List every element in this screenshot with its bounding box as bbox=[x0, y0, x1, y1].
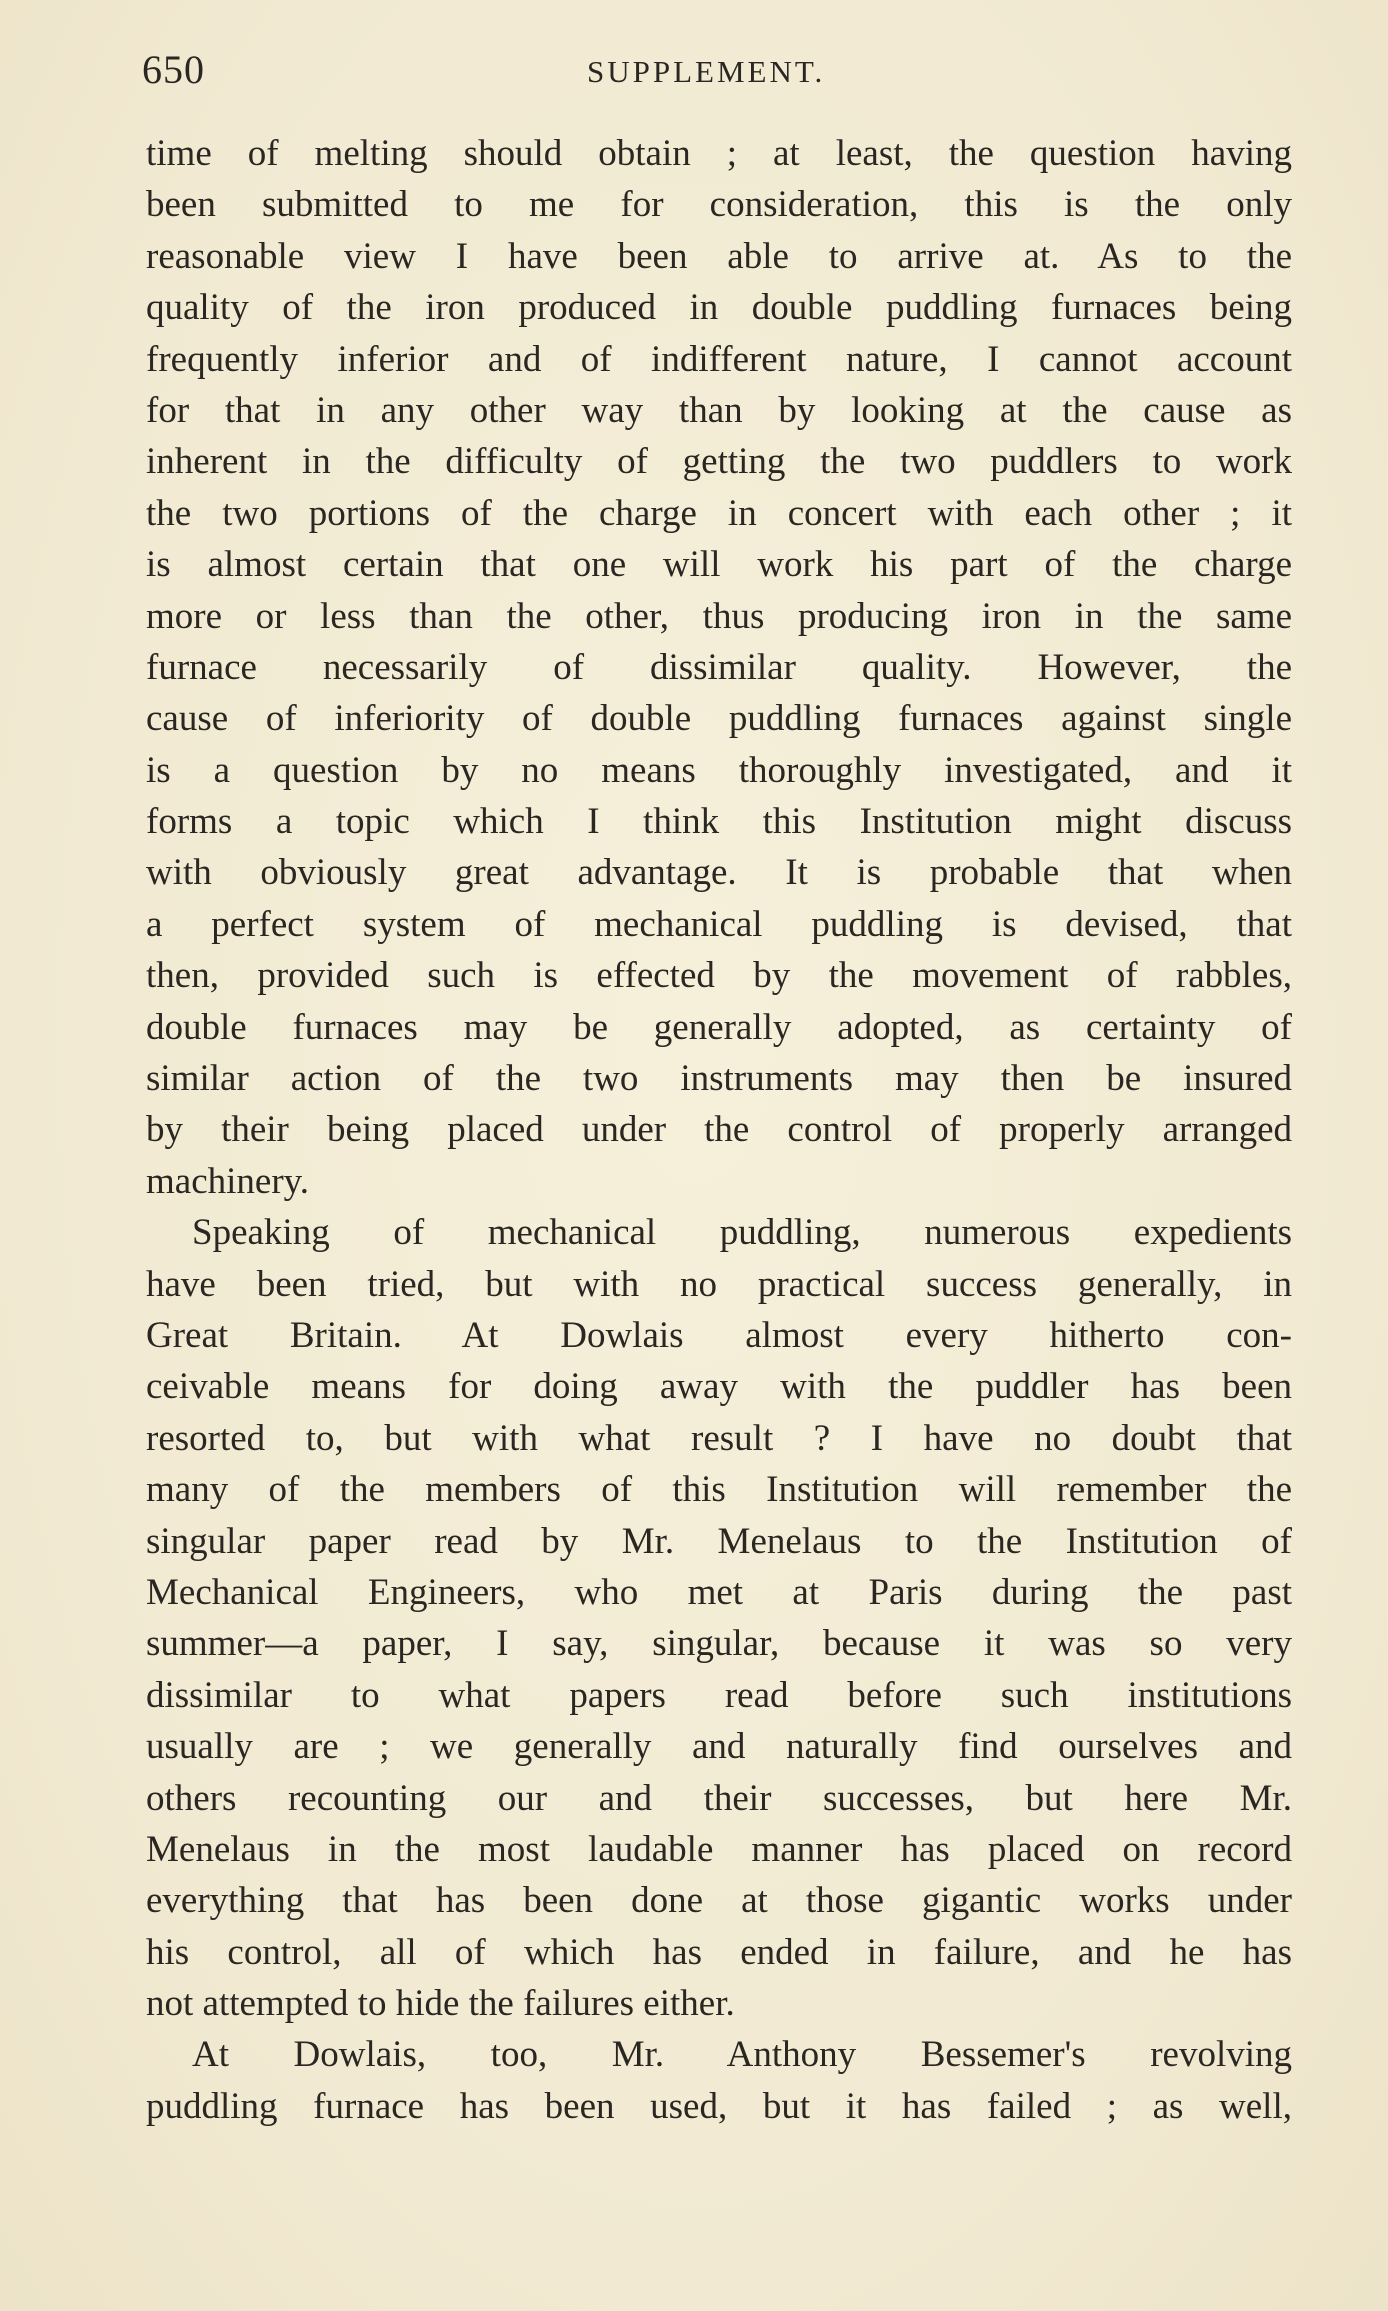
text-line: Mechanical Engineers, who met at Paris during the past bbox=[146, 1571, 1292, 1613]
text-line: double furnaces may be generally adopted, as certainty of bbox=[146, 1006, 1292, 1048]
text-line: the two portions of the charge in concert with each other ; it bbox=[146, 492, 1292, 534]
text-line: not attempted to hide the failures either. bbox=[146, 1983, 735, 2025]
text-line: summer—a paper, I say, singular, because it was so very bbox=[146, 1623, 1292, 1665]
text-line: have been tried, but with no practical success generally, in bbox=[146, 1263, 1292, 1305]
text-line: for that in any other way than by looking at the cause as bbox=[146, 389, 1292, 431]
text-line: more or less than the other, thus producing iron in the same bbox=[146, 595, 1292, 637]
text-line: similar action of the two instruments may then be insured bbox=[146, 1058, 1292, 1100]
running-title: SUPPLEMENT. bbox=[587, 54, 826, 89]
text-line: reasonable view I have been able to arrive at. As to the bbox=[146, 235, 1292, 277]
text-line: forms a topic which I think this Institution might discuss bbox=[146, 801, 1292, 843]
text-line: cause of inferiority of double puddling furnaces against single bbox=[146, 698, 1292, 740]
text-line: frequently inferior and of indifferent nature, I cannot account bbox=[146, 338, 1292, 380]
text-line: dissimilar to what papers read before such institutions bbox=[146, 1674, 1292, 1716]
text-line: with obviously great advantage. It is probable that when bbox=[146, 852, 1292, 894]
text-line: is almost certain that one will work his part of the charge bbox=[146, 544, 1292, 586]
text-line: then, provided such is effected by the movement of rabbles, bbox=[146, 955, 1292, 997]
text-line: puddling furnace has been used, but it has failed ; as well, bbox=[146, 2085, 1292, 2127]
text-line: is a question by no means thoroughly investigated, and it bbox=[146, 749, 1292, 791]
text-line: by their being placed under the control of properly arranged bbox=[146, 1109, 1292, 1151]
text-line: Speaking of mechanical puddling, numerous expedients bbox=[192, 1212, 1292, 1254]
text-line: his control, all of which has ended in failure, and he has bbox=[146, 1931, 1292, 1973]
text-line: furnace necessarily of dissimilar quality. However, the bbox=[146, 646, 1292, 688]
text-line: Menelaus in the most laudable manner has placed on record bbox=[146, 1828, 1292, 1870]
text-line: resorted to, but with what result ? I have no doubt that bbox=[146, 1417, 1292, 1459]
text-line: machinery. bbox=[146, 1160, 309, 1202]
text-line: everything that has been done at those gigantic works under bbox=[146, 1880, 1292, 1922]
text-line: time of melting should obtain ; at least, the question having bbox=[146, 133, 1292, 174]
page-number: 650 bbox=[142, 47, 205, 92]
text-line: usually are ; we generally and naturally find ourselves and bbox=[146, 1726, 1292, 1768]
text-line: At Dowlais, too, Mr. Anthony Bessemer's revolving bbox=[192, 2034, 1292, 2076]
text-line: Great Britain. At Dowlais almost every hitherto con- bbox=[146, 1314, 1292, 1356]
text-line: been submitted to me for consideration, this is the only bbox=[146, 184, 1292, 226]
text-line: inherent in the difficulty of getting the two puddlers to work bbox=[146, 441, 1292, 483]
running-head bbox=[142, 46, 1290, 96]
text-line: quality of the iron produced in double puddling furnaces being bbox=[146, 287, 1292, 329]
text-line: ceivable means for doing away with the puddler has been bbox=[146, 1366, 1292, 1408]
text-line: a perfect system of mechanical puddling is devised, that bbox=[146, 903, 1292, 945]
body-text bbox=[146, 128, 1292, 2132]
text-line: singular paper read by Mr. Menelaus to the Institution of bbox=[146, 1520, 1292, 1562]
text-line: others recounting our and their successes, but here Mr. bbox=[146, 1777, 1292, 1819]
text-line: many of the members of this Institution will remember the bbox=[146, 1469, 1292, 1511]
